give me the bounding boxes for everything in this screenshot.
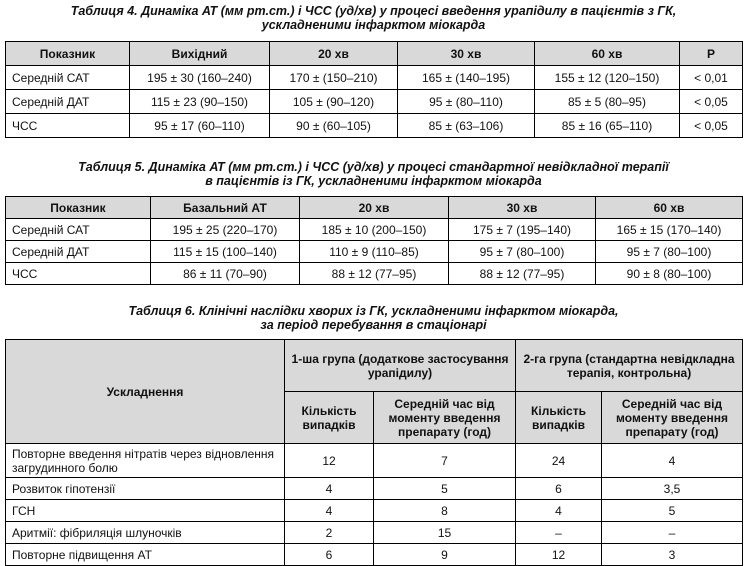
table6-row [6,478,743,500]
table5-cell: Середній САТ [6,219,151,241]
table5-row [6,263,743,285]
table4-cell: 195 ± 30 (160–240) [130,66,270,90]
table4-cell: 85 ± 16 (65–110) [535,114,680,138]
table6-cell: Розвиток гіпотензії [6,478,285,500]
table4-cell: 105 ± (90–120) [270,90,398,114]
table5-cell: ЧСС [6,263,151,285]
table6-cell: 24 [516,444,602,478]
table6-cell: ГСН [6,500,285,522]
table6-cell: 6 [516,478,602,500]
table5-cell: 88 ± 12 (77–95) [449,263,596,285]
table5-cell: 185 ± 10 (200–150) [300,219,449,241]
table6-cell: Повторне введення нітратів через відновлення загрудинного болю [6,444,285,478]
table6-row [6,444,743,478]
table6-cell: – [516,522,602,544]
table6-subheader-count: Кількість випадків [285,392,374,444]
table4-header: P [680,42,743,66]
table5-caption [0,160,747,188]
table4-header: 20 хв [270,42,398,66]
table4-header: Вихідний [130,42,270,66]
table6-row [6,544,743,566]
table4-caption [0,4,747,32]
table4-cell: < 0,05 [680,90,743,114]
table4-cell: Середній САТ [6,66,130,90]
table5-header-row [6,197,743,219]
table4-cell: 95 ± (80–110) [398,90,535,114]
table6-cell: 5 [602,500,743,522]
table5-header: Базальний АТ [151,197,300,219]
table5-cell: Середній ДАТ [6,241,151,263]
table5-cell: 95 ± 7 (80–100) [596,241,743,263]
table6-cell: 4 [285,478,374,500]
table6-cell: 4 [516,500,602,522]
table5-cell: 86 ± 11 (70–90) [151,263,300,285]
table5-header: Показник [6,197,151,219]
table6-cell: 2 [285,522,374,544]
table4-header: 30 хв [398,42,535,66]
table6-cell: 7 [374,444,516,478]
table6-subheader-count: Кількість випадків [516,392,602,444]
table4-caption-line2: ускладненими інфарктом міокарда [261,18,486,32]
table4-cell: 115 ± 23 (90–150) [130,90,270,114]
table5-header: 20 хв [300,197,449,219]
table5-caption-line1: Таблиця 5. Динаміка АТ (мм рт.ст.) і ЧСС (уд/хв) у процесі стандартної невідкладної терапії [78,160,669,174]
table4-header: 60 хв [535,42,680,66]
table4-cell: < 0,05 [680,114,743,138]
table6-cell: 3,5 [602,478,743,500]
table5-cell: 95 ± 7 (80–100) [449,241,596,263]
table4-caption-line1: Таблиця 4. Динаміка АТ (мм рт.ст.) і ЧСС (уд/хв) у процесі введення урапідилу в пацієнтів з ГК, [70,4,677,18]
table4-row [6,90,743,114]
table5-caption-line2: в пацієнтів із ГК, ускладненими інфарктом міокарда [205,174,542,188]
table4-row [6,114,743,138]
table6-caption-line1: Таблиця 6. Клінічні наслідки хворих із ГК, ускладненими інфарктом міокарда, [128,304,619,318]
table4-cell: 95 ± 17 (60–110) [130,114,270,138]
table6-row [6,522,743,544]
table6-cell: 8 [374,500,516,522]
table4-cell: < 0,01 [680,66,743,90]
table5-cell: 110 ± 9 (110–85) [300,241,449,263]
table5-cell: 175 ± 7 (195–140) [449,219,596,241]
table4-cell: 85 ± 5 (80–95) [535,90,680,114]
table4-cell: Середній ДАТ [6,90,130,114]
table5-cell: 165 ± 15 (170–140) [596,219,743,241]
table5-header: 60 хв [596,197,743,219]
table5-cell: 195 ± 25 (220–170) [151,219,300,241]
table4-cell: ЧСС [6,114,130,138]
table4-cell: 85 ± (63–106) [398,114,535,138]
table4-header-row [6,42,743,66]
table6-header-complications: Ускладнення [6,340,285,444]
table6-cell: 12 [516,544,602,566]
table4-cell: 170 ± (150–210) [270,66,398,90]
table4-header: Показник [6,42,130,66]
table4-cell: 155 ± 12 (120–150) [535,66,680,90]
table6-header-group2: 2-га група (стандартна невідкладна терапія, контрольна) [516,340,743,392]
table5-cell: 88 ± 12 (77–95) [300,263,449,285]
table5-cell: 90 ± 8 (80–100) [596,263,743,285]
table6-cell: – [602,522,743,544]
table6-cell: Повторне підвищення АТ [6,544,285,566]
table4-cell: 90 ± (60–105) [270,114,398,138]
table6-subheader-time: Середній час від моменту введення препарату (год) [602,392,743,444]
table6-row [6,500,743,522]
table6-cell: 4 [602,444,743,478]
table6-caption [0,304,747,332]
table6-cell: 9 [374,544,516,566]
table4-row [6,66,743,90]
table6-cell: 4 [285,500,374,522]
table5 [5,196,743,285]
table5-row [6,219,743,241]
table6-cell: 6 [285,544,374,566]
table5-cell: 115 ± 15 (100–140) [151,241,300,263]
table6-cell: Аритмії: фібриляція шлуночків [6,522,285,544]
table6-cell: 5 [374,478,516,500]
table6-cell: 3 [602,544,743,566]
table4 [5,41,743,138]
table6-header-row [6,340,743,392]
table6 [5,339,743,566]
table4-cell: 165 ± (140–195) [398,66,535,90]
table6-caption-line2: за період перебування в стаціонарі [260,318,487,332]
table6-cell: 12 [285,444,374,478]
table5-header: 30 хв [449,197,596,219]
table6-subheader-time: Середній час від моменту введення препарату (год) [374,392,516,444]
table6-cell: 15 [374,522,516,544]
table6-header-group1: 1-ша група (додаткове застосування урапідилу) [285,340,516,392]
table5-row [6,241,743,263]
